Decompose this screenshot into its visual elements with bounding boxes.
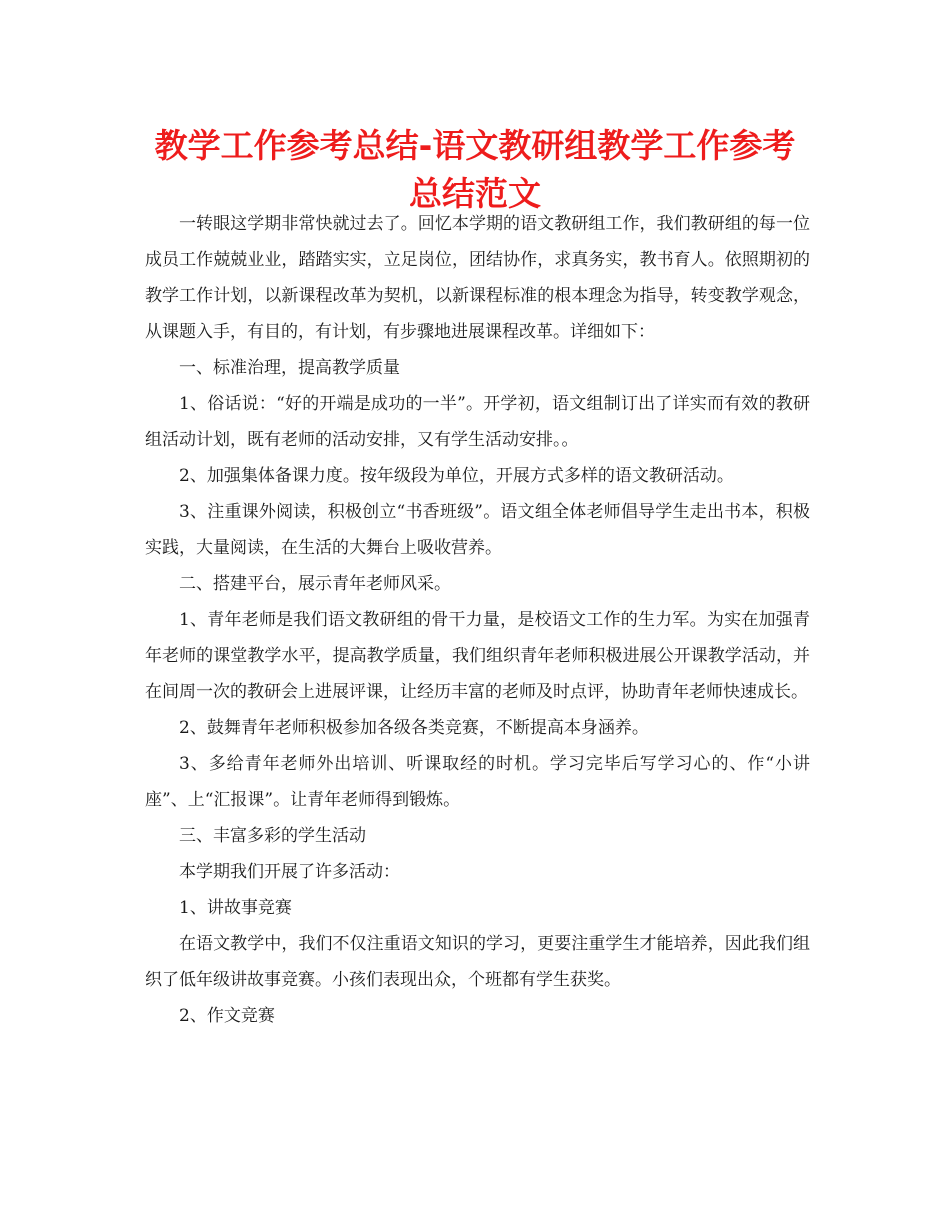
section-heading-1: 一、标准治理，提高教学质量 bbox=[179, 358, 400, 378]
paragraph-3-intro: 本学期我们开展了许多活动： bbox=[179, 862, 400, 882]
paragraph-2-1: 1、青年老师是我们语文教研组的骨干力量，是校语文工作的生力军。为实在加强青年老师的课堂教学水平，提高教学质量，我们组织青年老师积极进展公开课教学活动，并在间周一次的教研会上进展评课，让经历丰富的老师及时点评，协助青年老师快速成长。 bbox=[145, 610, 810, 702]
paragraph-intro: 一转眼这学期非常快就过去了。回忆本学期的语文教研组工作，我们教研组的每一位成员工作兢兢业业，踏踏实实，立足岗位，团结协作，求真务实，教书育人。依照期初的教学工作计划，以新课程改革为契机，以新课程标准的根本理念为指导，转变教学观念，从课题入手，有目的，有计划，有步骤地进展课程改革。详细如下： bbox=[145, 214, 810, 342]
section-heading-3: 三、丰富多彩的学生活动 bbox=[179, 826, 366, 846]
paragraph-3-1-heading: 1、讲故事竞赛 bbox=[179, 898, 292, 918]
document-body bbox=[145, 206, 810, 1034]
paragraph-3-2-heading: 2、作文竞赛 bbox=[179, 1006, 275, 1026]
paragraph-2-3: 3、多给青年老师外出培训、听课取经的时机。学习完毕后写学习心的、作“小讲座”、上“汇报课”。让青年老师得到锻炼。 bbox=[145, 754, 810, 810]
section-heading-2: 二、搭建平台，展示青年老师风采。 bbox=[179, 574, 451, 594]
paragraph-2-2: 2、鼓舞青年老师积极参加各级各类竞赛，不断提高本身涵养。 bbox=[179, 718, 649, 738]
paragraph-1-1: 1、俗话说：“好的开端是成功的一半”。开学初，语文组制订出了详实而有效的教研组活动计划，既有老师的活动安排，又有学生活动安排。。 bbox=[145, 394, 810, 450]
paragraph-1-2: 2、加强集体备课力度。按年级段为单位，开展方式多样的语文教研活动。 bbox=[179, 466, 734, 486]
paragraph-1-3: 3、注重课外阅读，积极创立“书香班级”。语文组全体老师倡导学生走出书本，积极实践，大量阅读，在生活的大舞台上吸收营养。 bbox=[145, 502, 810, 558]
paragraph-3-1-body: 在语文教学中，我们不仅注重语文知识的学习，更要注重学生才能培养，因此我们组织了低年级讲故事竞赛。小孩们表现出众，个班都有学生获奖。 bbox=[145, 934, 810, 990]
document-title: 教学工作参考总结-语文教研组教学工作参考总结范文 bbox=[154, 126, 796, 213]
